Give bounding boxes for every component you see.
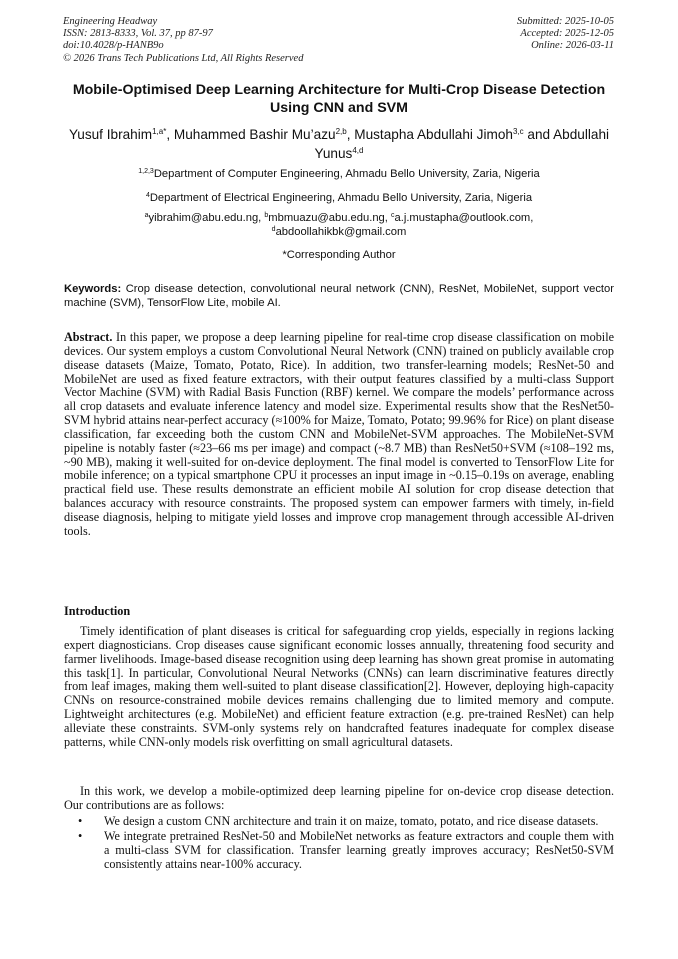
email-mark: b (264, 212, 269, 219)
section-heading-introduction: Introduction (64, 604, 131, 618)
affiliation-mark: 1,2,3 (138, 168, 154, 175)
affiliation-text: Department of Computer Engineering, Ahmadu Bello University, Zaria, Nigeria (153, 168, 540, 180)
bullet-icon: • (78, 814, 83, 828)
author-name: Abdullahi Yunus (314, 127, 610, 161)
keywords (64, 283, 614, 310)
author-affiliation-mark: 2,b (335, 127, 347, 136)
issn-volume: ISSN: 2813-8333, Vol. 37, pp 87-97 (63, 28, 213, 40)
affiliation (64, 192, 614, 206)
affiliation (64, 168, 614, 182)
author (174, 127, 347, 142)
author (354, 127, 523, 142)
submitted-date: Submitted: 2025-10-05 (516, 16, 614, 27)
email-link[interactable]: yibrahim@abu.edu.ng (148, 212, 259, 224)
email-separator: , (530, 212, 534, 224)
copyright: © 2026 Trans Tech Publications Ltd, All Rights Reserved (63, 52, 304, 64)
journal-header-info (63, 16, 303, 65)
email-separator: , (258, 212, 265, 224)
journal-name: Engineering Headway (63, 16, 158, 27)
author-emails (64, 212, 614, 239)
email-mark: a (144, 212, 149, 219)
introduction-paragraph: Timely identification of plant diseases is critical for safeguarding crop yields, especially in regions lacking expert diagnosticians. Crop diseases cause significant economic losses annually, threatening food security and farmer livelihoods. Image-based disease recognition using deep learning has shown great promise in automating this task[1]. In particular, Convolutional Neural Networks (CNNs) can learn discriminative features directly from leaf images, making them well-suited to plant disease classification[2]. However, deploying high-capacity CNNs on resource-constrained mobile devices remains challenging due to limited memory and compute. Lightweight architectures (e.g. MobileNet) and efficient feature extraction (e.g. pre-trained ResNet) can help alleviate these constraints. SVM-only systems rely on handcrafted features inadequate for complex disease patterns, while CNN-only models risk overfitting on small agricultural datasets. (64, 624, 614, 749)
bullet-icon: • (78, 828, 83, 843)
abstract-label: Abstract. (64, 330, 113, 344)
keywords-text: Crop disease detection, convolutional neural network (CNN), ResNet, MobileNet, support vector machine (SVM), TensorFlow Lite, mobile AI. (64, 283, 614, 309)
author-affiliation-mark: 4,d (352, 146, 364, 155)
corresponding-author-note: *Corresponding Author (282, 249, 396, 261)
abstract (64, 331, 614, 539)
email-mark: d (271, 225, 276, 233)
abstract-text: In this paper, we propose a deep learning pipeline for real-time crop disease classification on mobile devices. Our system employs a custom Convolutional Neural Network (CNN) trained on publicly available crop disease datasets (Maize, Tomato, Potato, Rice). In addition, two transfer-learning models; ResNet-50 and MobileNet are used as fixed feature extractors, with their output features classified by a multi-class Support Vector Machine (SVM) with Radial Basis Function (RBF) kernel. We compare the models’ performance across all crop datasets and evaluate inference latency and model size. Experimental results show that the ResNet50-SVM hybrid attains near-perfect accuracy (≈100% for Maize, Tomato, Potato; 99.96% for Rice) on plant disease classification, far exceeding both the custom CNN and MobileNet-SVM approaches. The MobileNet-SVM pipeline is notably faster (≈23–66 ms per image) and compact (~8.7 MB) than ResNet50+SVM (≈108–192 ms, ~90 MB), making it well-suited for on-device deployment. The final model is converted to TensorFlow Lite for mobile inference; on a typical smartphone CPU it processes an input image in ~0.15–0.19s on average, enabling practical field use. These results demonstrate an efficient mobile AI solution for crop disease detection that balances accuracy with resource constraints. The proposed system can empower farmers with timely, in-field disease diagnosis, helping to mitigate yield losses and improve crop management through accessible AI-driven tools. (64, 330, 614, 538)
author-separator: , (346, 127, 355, 142)
email-mark: c (391, 212, 395, 219)
list-item-text: We integrate pretrained ResNet-50 and MobileNet networks as feature extractors and couple them with a multi-class SVM for classification. Transfer learning greatly improves accuracy; ResNet50-SVM consistently attains near-100% accuracy. (104, 828, 614, 871)
author-separator: and (523, 127, 554, 142)
email-link[interactable]: mbmuazu@abu.edu.ng (268, 212, 385, 224)
keywords-label: Keywords: (64, 283, 122, 295)
email-link[interactable]: a.j.mustapha@outlook.com (394, 212, 531, 224)
email-link[interactable]: abdoollahikbk@gmail.com (275, 225, 407, 238)
list-item-text: We design a custom CNN architecture and train it on maize, tomato, potato, and rice disease datasets. (104, 814, 599, 828)
author-name: Mustapha Abdullahi Jimoh (354, 127, 513, 142)
introduction-paragraph: In this work, we develop a mobile-optimized deep learning pipeline for on-device crop disease detection. Our contributions are as follows: (64, 784, 614, 812)
list-item (64, 830, 614, 872)
author-separator: , (166, 127, 174, 142)
author (69, 127, 166, 142)
author-name: Muhammed Bashir Mu’azu (173, 127, 336, 142)
author-name: Yusuf Ibrahim (68, 127, 153, 142)
accepted-date: Accepted: 2025-12-05 (520, 28, 614, 40)
paper-title: Mobile-Optimised Deep Learning Architecture for Multi-Crop Disease Detection Using CNN and SVM (72, 82, 606, 116)
email-separator: , (384, 212, 391, 224)
online-date: Online: 2026-03-11 (531, 40, 614, 52)
author-affiliation-mark: 1,a* (152, 127, 167, 136)
contributions-list (64, 815, 614, 872)
doi[interactable]: doi:10.4028/p-HANB9o (63, 40, 164, 52)
affiliation-mark: 4 (145, 192, 150, 199)
affiliation-text: Department of Electrical Engineering, Ahmadu Bello University, Zaria, Nigeria (149, 192, 533, 204)
list-item (64, 815, 614, 829)
author-affiliation-mark: 3,c (512, 127, 524, 136)
publication-dates (517, 16, 614, 53)
author-list (50, 125, 628, 163)
